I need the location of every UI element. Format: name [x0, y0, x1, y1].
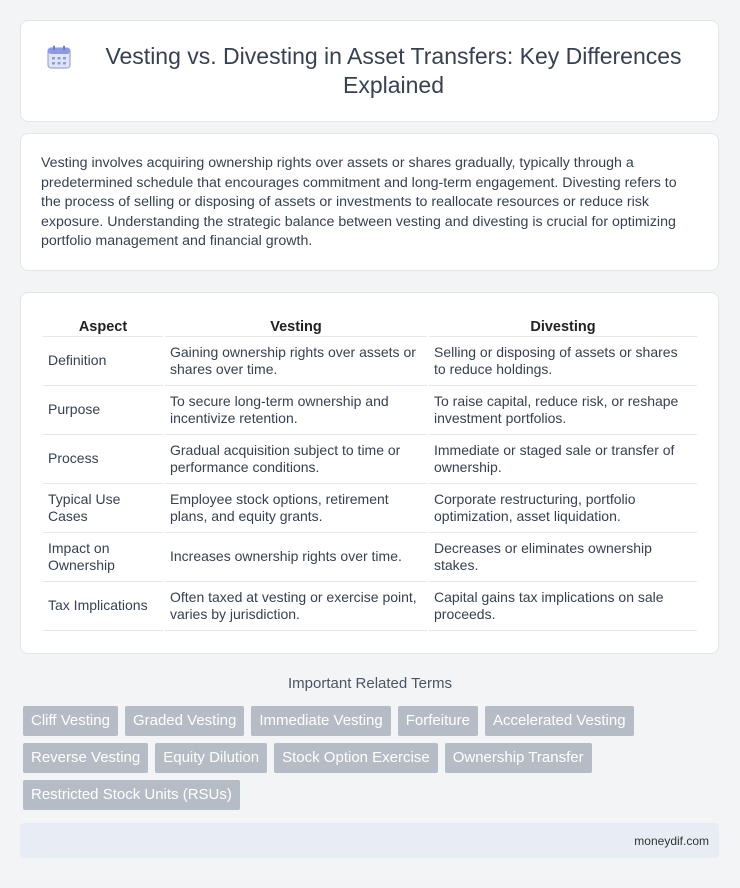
term-tag[interactable]: Ownership Transfer	[445, 743, 592, 773]
row-divesting: Corporate restructuring, portfolio optimization, asset liquidation.	[429, 484, 697, 533]
table-row	[43, 386, 697, 435]
row-vesting: Gaining ownership rights over assets or shares over time.	[165, 337, 427, 386]
intro-card	[20, 133, 719, 271]
footer-source[interactable]: moneydif.com	[634, 833, 709, 848]
table-row	[43, 582, 697, 631]
calendar-icon	[46, 44, 72, 70]
table-row	[43, 435, 697, 484]
header-card	[20, 20, 719, 122]
term-tag[interactable]: Accelerated Vesting	[485, 706, 634, 736]
term-tag[interactable]: Cliff Vesting	[23, 706, 118, 736]
term-tag[interactable]: Forfeiture	[398, 706, 478, 736]
table-row	[43, 533, 697, 582]
header-vesting: Vesting	[165, 315, 427, 337]
related-terms-list	[23, 706, 703, 810]
intro-paragraph: Vesting involves acquiring ownership rights over assets or shares gradually, typically through a predetermined schedule that encourages commitment and long-term engagement. Divesting refers to the process of selling or disposing of assets or investments to reallocate resources or reduce risk exposure. Understanding the strategic balance between vesting and divesting is crucial for optimizing portfolio management and financial growth.	[41, 155, 677, 250]
row-vesting: Employee stock options, retirement plans, and equity grants.	[165, 484, 427, 533]
row-aspect: Tax Implications	[43, 582, 163, 631]
row-aspect: Definition	[43, 337, 163, 386]
term-tag[interactable]: Immediate Vesting	[251, 706, 390, 736]
table-row	[43, 484, 697, 533]
row-vesting: To secure long-term ownership and incentivize retention.	[165, 386, 427, 435]
page-title: Vesting vs. Divesting in Asset Transfers: Key Differences Explained	[105, 43, 682, 98]
row-aspect: Purpose	[43, 386, 163, 435]
row-aspect: Process	[43, 435, 163, 484]
row-aspect: Typical Use Cases	[43, 484, 163, 533]
row-vesting: Gradual acquisition subject to time or performance conditions.	[165, 435, 427, 484]
table-header-row	[43, 315, 697, 337]
term-tag[interactable]: Graded Vesting	[125, 706, 244, 736]
term-tag[interactable]: Equity Dilution	[155, 743, 267, 773]
header-aspect: Aspect	[43, 315, 163, 337]
row-vesting: Often taxed at vesting or exercise point, varies by jurisdiction.	[165, 582, 427, 631]
row-divesting: Immediate or staged sale or transfer of ownership.	[429, 435, 697, 484]
row-aspect: Impact on Ownership	[43, 533, 163, 582]
row-divesting: Decreases or eliminates ownership stakes.	[429, 533, 697, 582]
row-divesting: To raise capital, reduce risk, or reshape investment portfolios.	[429, 386, 697, 435]
term-tag[interactable]: Restricted Stock Units (RSUs)	[23, 780, 240, 810]
table-row	[43, 337, 697, 386]
row-divesting: Selling or disposing of assets or shares to reduce holdings.	[429, 337, 697, 386]
comparison-table-card	[20, 292, 719, 654]
related-terms-title: Important Related Terms	[288, 675, 452, 692]
term-tag[interactable]: Stock Option Exercise	[274, 743, 438, 773]
comparison-table	[41, 315, 699, 631]
row-vesting: Increases ownership rights over time.	[165, 533, 427, 582]
term-tag[interactable]: Reverse Vesting	[23, 743, 148, 773]
row-divesting: Capital gains tax implications on sale proceeds.	[429, 582, 697, 631]
footer-bar	[20, 823, 719, 858]
header-divesting: Divesting	[429, 315, 697, 337]
